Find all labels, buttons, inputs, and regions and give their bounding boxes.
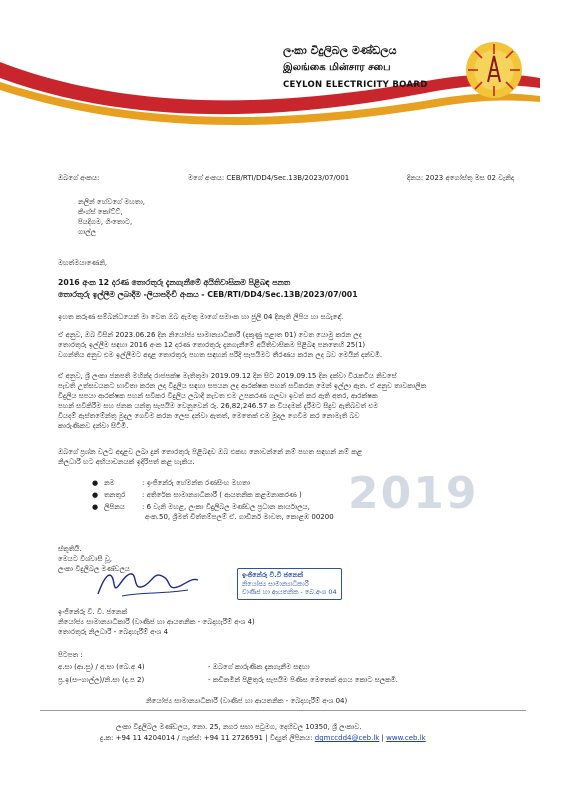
- body-paragraph: [58, 312, 508, 322]
- org-name-tamil: இலங்கை மின்சார சபை: [283, 62, 391, 73]
- our-reference: මගේ අංකය: CEB/RTI/DD4/Sec.13B/2023/07/001: [188, 174, 350, 182]
- subject-line: 2016 අංක 12 දරණ තොරතුරු දැනගැනීමේ අයිතිවාසිකම පිළිබඳ පනත: [58, 278, 291, 287]
- bullet-icon: ●: [92, 491, 99, 499]
- recipient-address: [78, 197, 145, 237]
- paragraph-line: කාරුණිකව දන්වා සිටිමි.: [58, 422, 129, 430]
- copies-title: පිටපත :: [58, 651, 83, 659]
- footer-address: ලංකා විදුලිබල මණ්ඩලය, නො. 25, නගර සභා පටුමග, දෙහිවල 10350, ශ්‍රී ලංකාව.: [116, 723, 362, 731]
- signatory-title: නියෝජ්‍ය සාමාන්‍යාධිකාරී (වාණිජ හා ආයතනික - බෙදාහැරීම් අංශ 4): [58, 618, 255, 626]
- detail-label: [104, 512, 145, 522]
- copy-recipient: ප්‍ර.ඉ(සං-ගාල්ල)/නි.සා (ද.ප 2): [58, 676, 145, 684]
- footer-email-link[interactable]: dgmccdd4@ceb.lk: [314, 734, 380, 742]
- footer-contact: [100, 733, 426, 743]
- paragraph-line: විදුලිය සපයා ආරක්ෂක පහන් සවිකර විදුලිය ලබාදී නැවත එම උපකරණ ගලවා ඉවත් කර ඇති අතර, ආරක්ෂක: [58, 392, 378, 400]
- stamp-line: ඉංජිනේරු වී.වී ජනෙක්: [242, 571, 303, 579]
- org-name-sinhala: ලංකා විදුලිබල මණ්ඩලය: [283, 44, 397, 57]
- ceb-logo: [464, 40, 524, 100]
- recipient-line: පියදිගම, ගිංතොට,: [78, 218, 133, 226]
- paragraph-line: ඉහත කරුණ සම්බන්ධයෙන් මා වෙත ඔබ ඇමතූ මාගේ සමාංක හා ජුලි 04 දිනැති ලිපිය හා සබැඳේ.: [58, 313, 344, 321]
- body-paragraph: [58, 447, 508, 467]
- subject: [58, 277, 358, 301]
- paragraph-line: පැවති උත්සවයකට භාවිතා කරන ලද විදුලිය සඳහා සපයන ලද ආරක්ෂක පහන් සවිකරන මෙන් ඉල්ලා ඇත. ඒ අනුව තාවකාලික: [58, 382, 427, 390]
- detail-label: තනතුර: [104, 491, 126, 499]
- paragraph-line: ඒ අනුව, ශ්‍රී ලංකා ජනපති මහින්ද රාජපක්ෂ මැතිතුමා 2019.09.12 දින සිට 2019.09.15 දින දක්වා විරැකටිය නිවසේ: [58, 372, 397, 380]
- copy-recipient: අ.සා (ආ.සු) / අ.සා (බෙ.අ 4): [58, 663, 145, 671]
- footer-website-link[interactable]: www.ceb.lk: [386, 734, 426, 742]
- org-name-english: CEYLON ELECTRICITY BOARD: [283, 80, 428, 90]
- official-stamp: [237, 568, 342, 600]
- closing-line: ස්තූතියි.: [58, 545, 82, 553]
- stamp-line: නියෝජ්‍ය සාමාන්‍යාධිකාරී: [242, 579, 309, 588]
- copies-list: [58, 662, 398, 685]
- salutation: මහත්මයාණෙනි,: [58, 259, 108, 267]
- appeal-officer-details: [92, 478, 334, 522]
- paragraph-line: ඔබගේ ප්‍රශ්න වලට අදාළව ලබා දුන් තොරතුරු පිළිබඳව ඔබ එකඟ නොවන්නේ නම් පහත සඳහන් නම් කළ: [58, 448, 363, 456]
- footer-tel-fax: දු.ක: +94 11 4204014 / ෆැක්ස්: +94 11 2726591 | විද්‍යුත් ලිපිනය:: [100, 734, 313, 742]
- paragraph-line: පහන් සවිකිරීම සහ ජනක යන්ත්‍ර සැපයීම වෙනුවෙන් රු. 26,82,246.57 ක වියදමක් දැරීමට සිදුව ඇතිබවත් එම: [58, 402, 379, 410]
- paragraph-line: වගන්තිය අනුව එම ඉල්ලීමට අදාළ තොරතුරු පහත සඳහන් පරිදි සැපයීමට තීරණය කරන ලද බව මෙයින් දන්වමි.: [58, 351, 383, 359]
- detail-value: අංක.50, ශ්‍රීමත් චිත්තම්පලම් ඒ. ගාඩිනර් මාවත, කොළඹ 00200: [145, 513, 334, 521]
- body-paragraph: [58, 330, 508, 360]
- closing-line: මෙයට විශ්වාසී වූ,: [58, 555, 112, 563]
- copy-row: [58, 675, 398, 685]
- signatory-name: ඉංජිනේරු වී. වී. ජනෙක්: [58, 608, 128, 616]
- detail-value: : 6 වැනි මහළ, ලංකා විදුලිබල මණ්ඩල ප්‍රධාන කාර්යාලය,: [142, 503, 310, 511]
- stamp-line: වාණිජ හා ආයතනික - බෙ.අංශ 04: [242, 588, 337, 596]
- detail-label: ලිපිනය: [104, 503, 125, 511]
- watermark: 2019: [348, 468, 479, 519]
- paragraph-line: නිලධාරී හට අභියාචනයක් ඉදිරිපත් කළ හැකිය.: [58, 458, 195, 466]
- signatory-role: තොරතුරු නිලධාරී - බෙදාහැරීම් අංශ 4: [58, 628, 169, 636]
- bullet-icon: [92, 512, 104, 522]
- paragraph-line: වියදම් ඇස්තමේන්තු මුදල ගෙවීම කරන ලෙස දන්වා ඇතත්, මෙතෙක් එම මුදල ගෙවීම කර නොමැති බව: [58, 412, 360, 420]
- footer-separator: |: [379, 734, 387, 742]
- bullet-icon: ●: [92, 503, 99, 511]
- signature-block: [58, 607, 255, 637]
- footer-divider: [40, 710, 526, 711]
- subject-line: තොරතුරු ඉල්ලීම ලබාදීම -ලියාපදිංචි අංකය - CEB/RTI/DD4/Sec.13B/2023/07/001: [58, 290, 358, 299]
- detail-row: [92, 512, 334, 522]
- recipient-line: කිංග්ස් කෝට්ට්,: [78, 208, 123, 216]
- handwritten-signature: [92, 566, 202, 602]
- copy-row: [58, 662, 398, 672]
- copy-note: - ඔබගේ කාරුණික දැනගැනීම සඳහා: [208, 663, 310, 671]
- bullet-icon: ●: [92, 479, 99, 487]
- recipient-line: නලින් හේවගේ මහතා,: [78, 198, 145, 206]
- detail-row: [92, 478, 334, 488]
- copy-note: - කඩිනමින් පිළිතුරු සැපයීම පිණිස මෙතෙක් අගය කොට සලකමි.: [208, 676, 399, 684]
- closing-line: ලංකා විදුලිබල මණ්ඩලය: [58, 565, 130, 573]
- detail-row: [92, 490, 334, 500]
- detail-label: නම: [104, 479, 115, 487]
- detail-row: [92, 502, 334, 512]
- paragraph-line: ඒ අනුව, ඔබ විසින් 2023.06.26 දින නියෝජ්‍ය සාමාන්‍යාධිකාරී (දකුණු පළාත 01) වෙත යොමු කරන ලද: [58, 331, 362, 339]
- your-reference: ඔබගේ අංකය:: [58, 174, 100, 182]
- recipient-line: ගාල්ල: [78, 228, 96, 236]
- issuing-unit: නියෝජ්‍ය සාමාන්‍යාධිකාරී (වාණිජ හා ආයතනික - බෙදාහැරීම් අංශ 04): [146, 697, 348, 705]
- paragraph-line: තොරතුරු ඉල්ලීම සඳහා 2016 අංක 12 දරණ තොරතුරු දැනගැනීමේ අයිතිවාසිකම පිළිබඳ පනතෙහි 25(1): [58, 341, 366, 349]
- detail-value: : ඉංජිනේරු හේමන්ත රණසිංහ මහතා: [142, 479, 251, 487]
- letter-date: දිනය: 2023 අගෝස්තු මස 02 වැනිදා: [407, 174, 514, 182]
- body-paragraph: [58, 371, 508, 431]
- detail-value: : අතිරේක සාමාන්‍යාධිකාරී ( ආයතනික කළමනාකරණ ): [142, 491, 302, 499]
